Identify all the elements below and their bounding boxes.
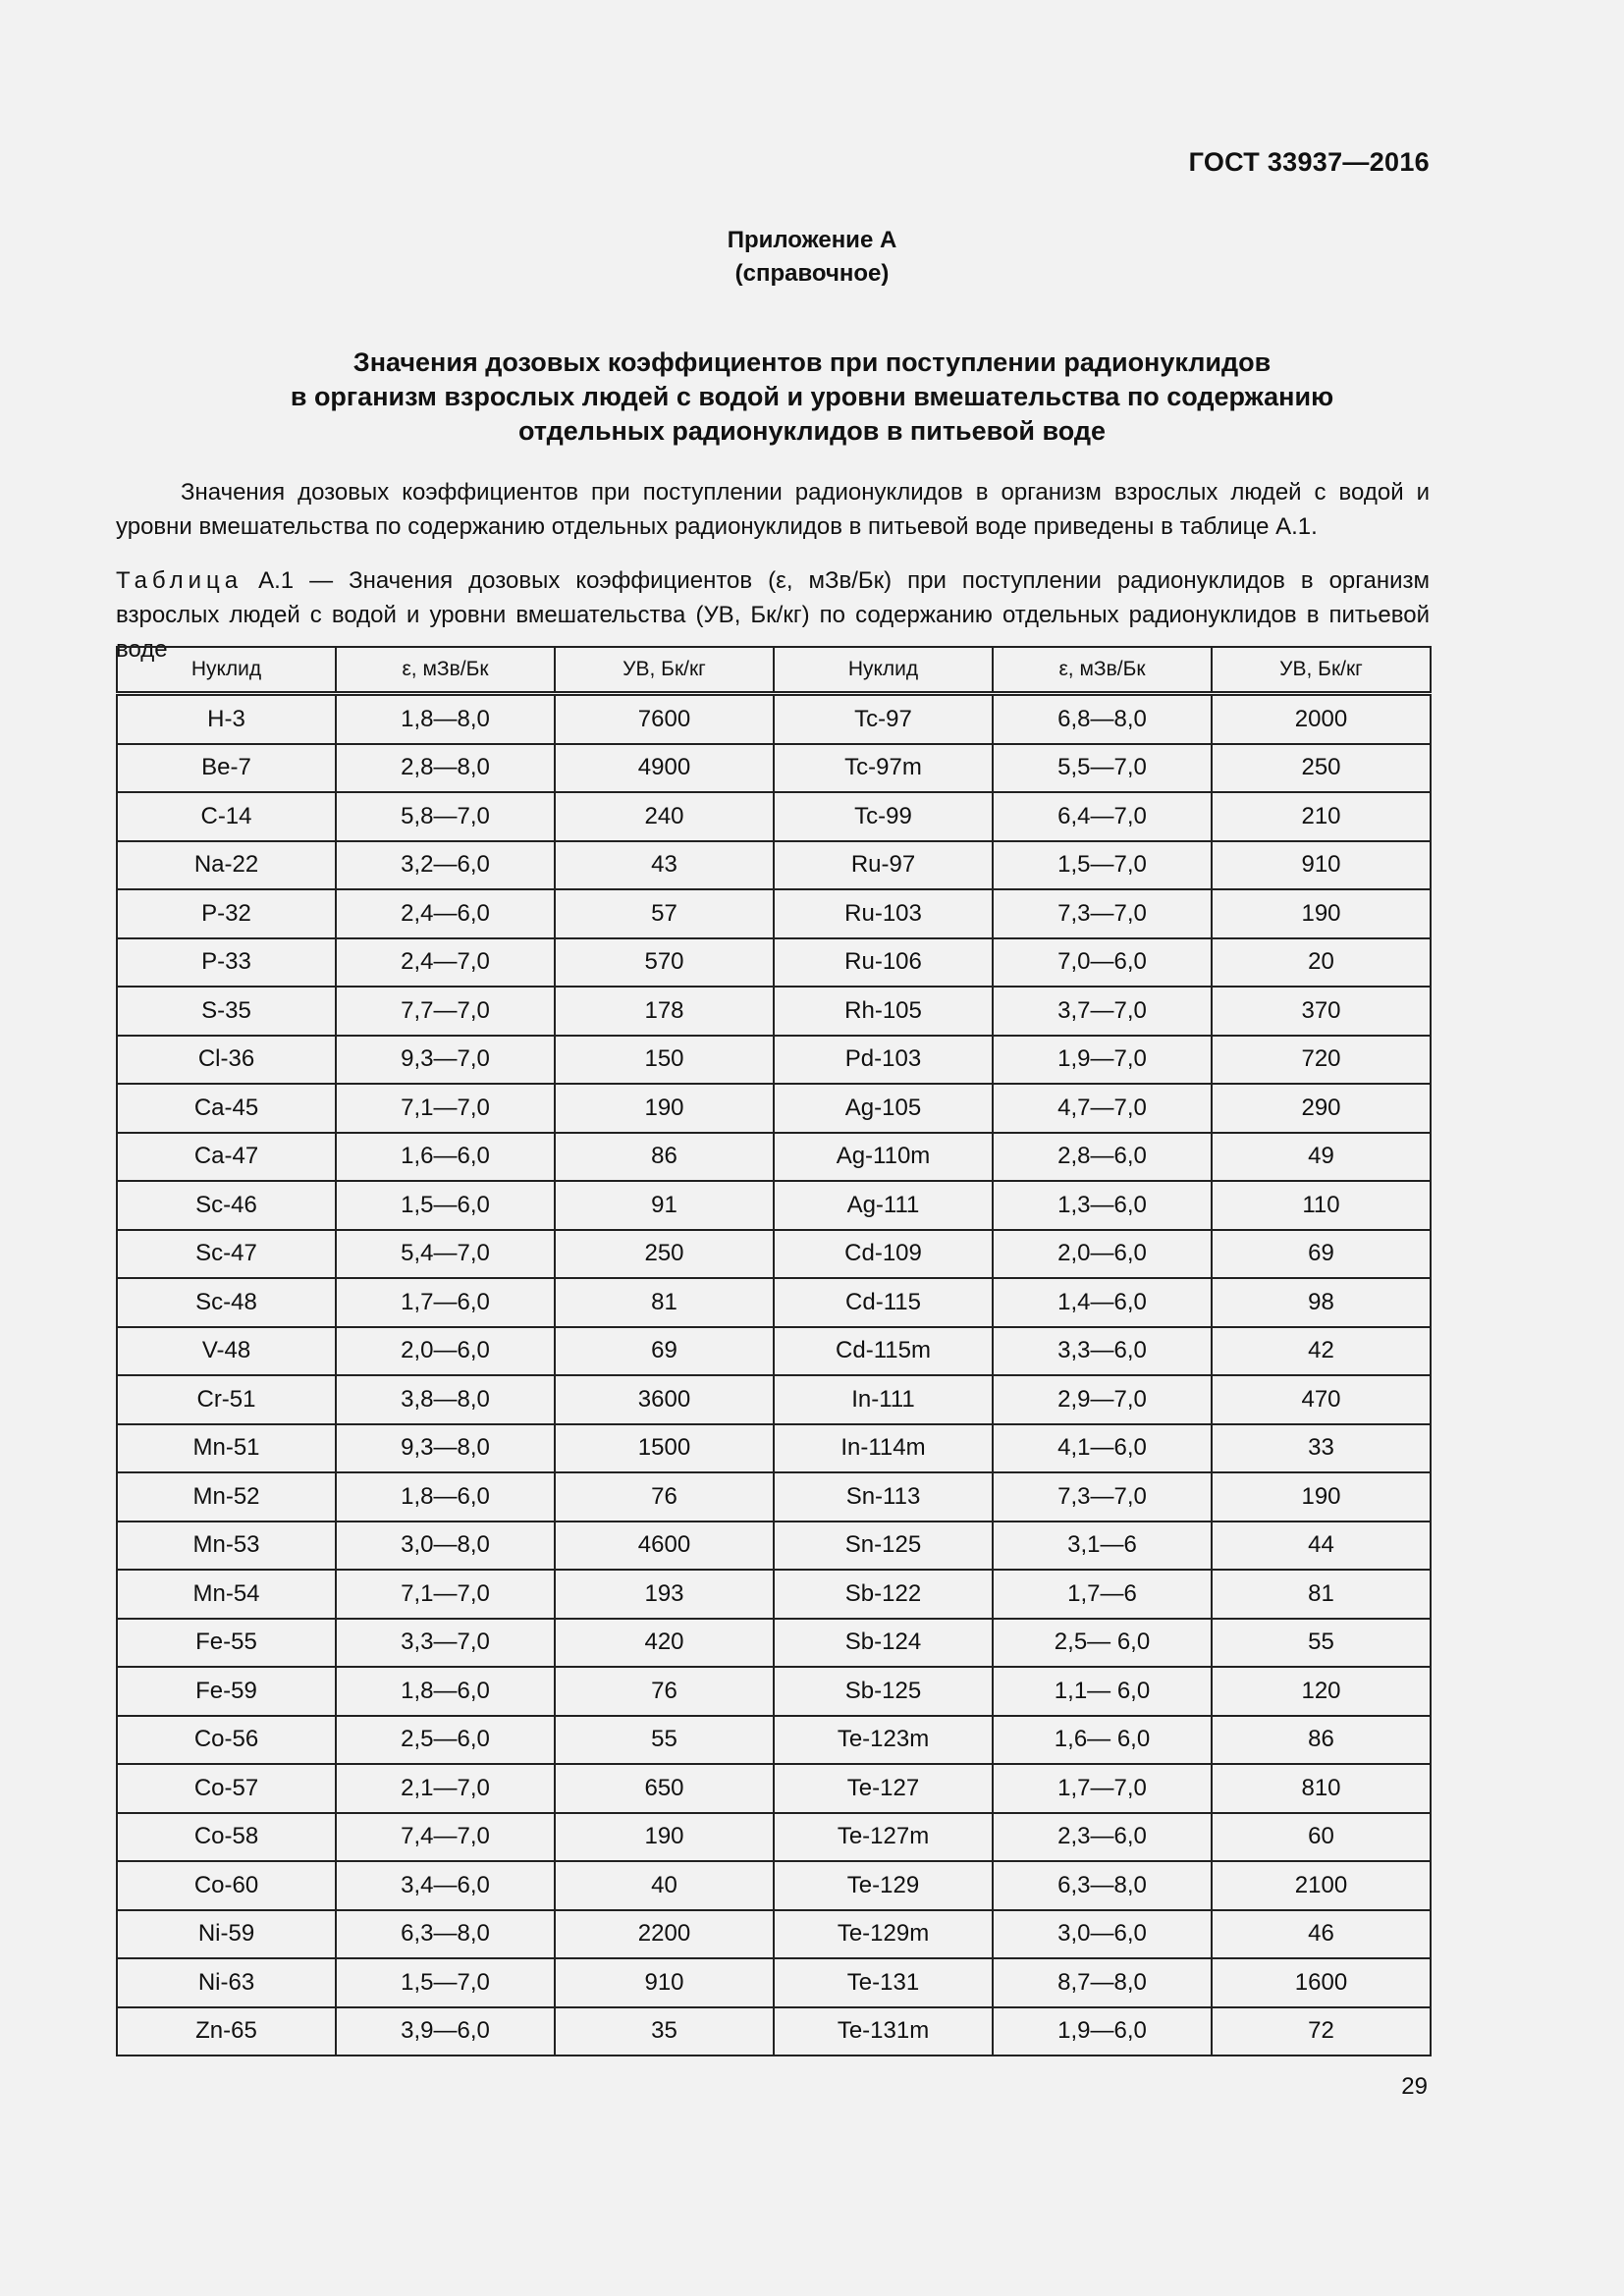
cell-coefficient: 2,4—6,0	[336, 889, 555, 938]
table-row	[117, 1716, 1431, 1765]
cell-coefficient: 3,8—8,0	[336, 1375, 555, 1424]
cell-intervention-level: 3600	[555, 1375, 774, 1424]
cell-intervention-level: 40	[555, 1861, 774, 1910]
cell-intervention-level: 86	[1212, 1716, 1431, 1765]
cell-intervention-level: 150	[555, 1036, 774, 1085]
cell-intervention-level: 370	[1212, 987, 1431, 1036]
cell-coefficient: 1,5—7,0	[336, 1958, 555, 2007]
cell-intervention-level: 7600	[555, 694, 774, 744]
header-nuclide: Нуклид	[774, 647, 993, 694]
cell-nuclide: Pd-103	[774, 1036, 993, 1085]
cell-intervention-level: 1500	[555, 1424, 774, 1473]
cell-nuclide: Ca-47	[117, 1133, 336, 1182]
cell-intervention-level: 86	[555, 1133, 774, 1182]
cell-nuclide: Te-123m	[774, 1716, 993, 1765]
cell-nuclide: S-35	[117, 987, 336, 1036]
table-row	[117, 1813, 1431, 1862]
cell-coefficient: 3,2—6,0	[336, 841, 555, 890]
cell-coefficient: 2,0—6,0	[336, 1327, 555, 1376]
cell-coefficient: 7,4—7,0	[336, 1813, 555, 1862]
cell-nuclide: Cl-36	[117, 1036, 336, 1085]
cell-nuclide: Mn-53	[117, 1522, 336, 1571]
header-nuclide: Нуклид	[117, 647, 336, 694]
table-row	[117, 1133, 1431, 1182]
cell-intervention-level: 76	[555, 1667, 774, 1716]
cell-intervention-level: 1600	[1212, 1958, 1431, 2007]
cell-coefficient: 7,3—7,0	[993, 889, 1212, 938]
table-caption-label: Таблица	[116, 567, 244, 594]
table-row	[117, 2007, 1431, 2056]
cell-coefficient: 2,1—7,0	[336, 1764, 555, 1813]
appendix-status: (справочное)	[734, 260, 890, 287]
table-row	[117, 1619, 1431, 1668]
cell-nuclide: Tc-97m	[774, 744, 993, 793]
cell-coefficient: 2,9—7,0	[993, 1375, 1212, 1424]
table-row	[117, 1910, 1431, 1959]
cell-intervention-level: 49	[1212, 1133, 1431, 1182]
cell-coefficient: 1,6— 6,0	[993, 1716, 1212, 1765]
cell-nuclide: Zn-65	[117, 2007, 336, 2056]
cell-nuclide: Mn-52	[117, 1472, 336, 1522]
cell-intervention-level: 81	[555, 1278, 774, 1327]
cell-nuclide: Ag-110m	[774, 1133, 993, 1182]
cell-nuclide: Ag-111	[774, 1181, 993, 1230]
cell-nuclide: Mn-51	[117, 1424, 336, 1473]
table-row	[117, 1278, 1431, 1327]
table-row	[117, 1375, 1431, 1424]
cell-nuclide: Ru-97	[774, 841, 993, 890]
cell-nuclide: Ru-106	[774, 938, 993, 988]
cell-intervention-level: 250	[1212, 744, 1431, 793]
cell-nuclide: Te-127	[774, 1764, 993, 1813]
cell-intervention-level: 190	[555, 1813, 774, 1862]
cell-coefficient: 1,7—7,0	[993, 1764, 1212, 1813]
cell-coefficient: 7,1—7,0	[336, 1084, 555, 1133]
cell-nuclide: Te-127m	[774, 1813, 993, 1862]
cell-intervention-level: 190	[555, 1084, 774, 1133]
cell-nuclide: Ca-45	[117, 1084, 336, 1133]
cell-coefficient: 6,3—8,0	[336, 1910, 555, 1959]
table-row	[117, 1230, 1431, 1279]
section-title-line: в организм взрослых людей с водой и уровни вмешательства по содержанию	[290, 382, 1334, 411]
cell-nuclide: V-48	[117, 1327, 336, 1376]
cell-coefficient: 6,3—8,0	[993, 1861, 1212, 1910]
cell-nuclide: H-3	[117, 694, 336, 744]
cell-nuclide: Fe-59	[117, 1667, 336, 1716]
cell-intervention-level: 2200	[555, 1910, 774, 1959]
cell-nuclide: P-33	[117, 938, 336, 988]
cell-intervention-level: 210	[1212, 792, 1431, 841]
section-title-line: Значения дозовых коэффициентов при поступлении радионуклидов	[352, 347, 1272, 377]
appendix-heading	[0, 224, 1624, 291]
cell-nuclide: Tc-99	[774, 792, 993, 841]
cell-nuclide: Cd-109	[774, 1230, 993, 1279]
cell-intervention-level: 4900	[555, 744, 774, 793]
cell-intervention-level: 35	[555, 2007, 774, 2056]
cell-intervention-level: 720	[1212, 1036, 1431, 1085]
cell-intervention-level: 72	[1212, 2007, 1431, 2056]
cell-coefficient: 2,3—6,0	[993, 1813, 1212, 1862]
cell-coefficient: 7,1—7,0	[336, 1570, 555, 1619]
cell-coefficient: 8,7—8,0	[993, 1958, 1212, 2007]
cell-coefficient: 7,7—7,0	[336, 987, 555, 1036]
cell-coefficient: 5,5—7,0	[993, 744, 1212, 793]
cell-coefficient: 6,8—8,0	[993, 694, 1212, 744]
cell-intervention-level: 290	[1212, 1084, 1431, 1133]
cell-coefficient: 2,8—8,0	[336, 744, 555, 793]
table-row	[117, 792, 1431, 841]
cell-nuclide: Cd-115	[774, 1278, 993, 1327]
table-header-row	[117, 647, 1431, 694]
table-row	[117, 1424, 1431, 1473]
cell-coefficient: 3,3—6,0	[993, 1327, 1212, 1376]
cell-nuclide: P-32	[117, 889, 336, 938]
cell-coefficient: 1,5—7,0	[993, 841, 1212, 890]
cell-intervention-level: 57	[555, 889, 774, 938]
header-coefficient: ε, мЗв/Бк	[336, 647, 555, 694]
cell-intervention-level: 33	[1212, 1424, 1431, 1473]
table-row	[117, 938, 1431, 988]
cell-coefficient: 3,0—8,0	[336, 1522, 555, 1571]
cell-nuclide: Te-129	[774, 1861, 993, 1910]
cell-intervention-level: 55	[1212, 1619, 1431, 1668]
cell-nuclide: Co-58	[117, 1813, 336, 1862]
cell-nuclide: In-114m	[774, 1424, 993, 1473]
cell-intervention-level: 76	[555, 1472, 774, 1522]
cell-nuclide: Sc-46	[117, 1181, 336, 1230]
cell-coefficient: 4,7—7,0	[993, 1084, 1212, 1133]
table-row	[117, 1327, 1431, 1376]
cell-intervention-level: 98	[1212, 1278, 1431, 1327]
cell-intervention-level: 910	[555, 1958, 774, 2007]
cell-nuclide: Ag-105	[774, 1084, 993, 1133]
cell-nuclide: Mn-54	[117, 1570, 336, 1619]
cell-coefficient: 9,3—8,0	[336, 1424, 555, 1473]
standard-code: ГОСТ 33937—2016	[1188, 147, 1430, 177]
cell-coefficient: 1,9—6,0	[993, 2007, 1212, 2056]
cell-nuclide: Co-56	[117, 1716, 336, 1765]
cell-coefficient: 6,4—7,0	[993, 792, 1212, 841]
cell-intervention-level: 43	[555, 841, 774, 890]
cell-intervention-level: 60	[1212, 1813, 1431, 1862]
cell-coefficient: 1,3—6,0	[993, 1181, 1212, 1230]
cell-intervention-level: 420	[555, 1619, 774, 1668]
cell-nuclide: Co-57	[117, 1764, 336, 1813]
page-number: 29	[1401, 2073, 1428, 2100]
cell-nuclide: Sb-125	[774, 1667, 993, 1716]
cell-coefficient: 2,5— 6,0	[993, 1619, 1212, 1668]
table-row	[117, 1472, 1431, 1522]
cell-intervention-level: 910	[1212, 841, 1431, 890]
cell-nuclide: Cr-51	[117, 1375, 336, 1424]
cell-intervention-level: 110	[1212, 1181, 1431, 1230]
header-intervention-level: УВ, Бк/кг	[555, 647, 774, 694]
cell-intervention-level: 20	[1212, 938, 1431, 988]
cell-intervention-level: 193	[555, 1570, 774, 1619]
cell-nuclide: Ni-63	[117, 1958, 336, 2007]
cell-nuclide: C-14	[117, 792, 336, 841]
cell-coefficient: 1,5—6,0	[336, 1181, 555, 1230]
table-row	[117, 1181, 1431, 1230]
cell-coefficient: 3,0—6,0	[993, 1910, 1212, 1959]
cell-nuclide: Sb-124	[774, 1619, 993, 1668]
cell-intervention-level: 69	[1212, 1230, 1431, 1279]
appendix-title: Приложение А	[727, 227, 897, 253]
cell-coefficient: 1,1— 6,0	[993, 1667, 1212, 1716]
cell-coefficient: 1,9—7,0	[993, 1036, 1212, 1085]
cell-nuclide: Te-131	[774, 1958, 993, 2007]
cell-coefficient: 1,6—6,0	[336, 1133, 555, 1182]
cell-nuclide: Sn-113	[774, 1472, 993, 1522]
cell-nuclide: Ru-103	[774, 889, 993, 938]
table-row	[117, 694, 1431, 744]
cell-coefficient: 1,8—6,0	[336, 1472, 555, 1522]
cell-intervention-level: 42	[1212, 1327, 1431, 1376]
cell-nuclide: Ni-59	[117, 1910, 336, 1959]
cell-intervention-level: 81	[1212, 1570, 1431, 1619]
cell-coefficient: 4,1—6,0	[993, 1424, 1212, 1473]
cell-coefficient: 2,5—6,0	[336, 1716, 555, 1765]
nuclide-table	[116, 646, 1432, 2056]
table-row	[117, 1667, 1431, 1716]
table-row	[117, 1036, 1431, 1085]
cell-nuclide: Sc-48	[117, 1278, 336, 1327]
cell-nuclide: Cd-115m	[774, 1327, 993, 1376]
table-caption-text: А.1 — Значения дозовых коэффициентов (ε, мЗв/Бк) при поступлении радионуклидов в организм взрослых людей с водой и уровни вмешательства (УВ, Бк/кг) по содержанию отдельных радионуклидов в питьевой воде	[116, 567, 1431, 663]
cell-coefficient: 3,4—6,0	[336, 1861, 555, 1910]
cell-coefficient: 1,8—8,0	[336, 694, 555, 744]
table-row	[117, 1958, 1431, 2007]
cell-intervention-level: 2100	[1212, 1861, 1431, 1910]
cell-coefficient: 1,8—6,0	[336, 1667, 555, 1716]
cell-intervention-level: 250	[555, 1230, 774, 1279]
cell-coefficient: 7,0—6,0	[993, 938, 1212, 988]
cell-coefficient: 1,4—6,0	[993, 1278, 1212, 1327]
table-row	[117, 1570, 1431, 1619]
header-coefficient: ε, мЗв/Бк	[993, 647, 1212, 694]
cell-intervention-level: 190	[1212, 889, 1431, 938]
cell-intervention-level: 470	[1212, 1375, 1431, 1424]
section-title	[0, 346, 1624, 449]
cell-intervention-level: 91	[555, 1181, 774, 1230]
cell-nuclide: Rh-105	[774, 987, 993, 1036]
cell-nuclide: Sn-125	[774, 1522, 993, 1571]
cell-nuclide: Fe-55	[117, 1619, 336, 1668]
cell-coefficient: 5,4—7,0	[336, 1230, 555, 1279]
cell-intervention-level: 650	[555, 1764, 774, 1813]
table-row	[117, 1764, 1431, 1813]
cell-coefficient: 1,7—6,0	[336, 1278, 555, 1327]
cell-coefficient: 5,8—7,0	[336, 792, 555, 841]
cell-intervention-level: 69	[555, 1327, 774, 1376]
cell-coefficient: 1,7—6	[993, 1570, 1212, 1619]
cell-coefficient: 7,3—7,0	[993, 1472, 1212, 1522]
table-row	[117, 744, 1431, 793]
cell-intervention-level: 2000	[1212, 694, 1431, 744]
cell-intervention-level: 178	[555, 987, 774, 1036]
cell-nuclide: Sb-122	[774, 1570, 993, 1619]
table-row	[117, 1861, 1431, 1910]
cell-intervention-level: 810	[1212, 1764, 1431, 1813]
section-title-line: отдельных радионуклидов в питьевой воде	[517, 416, 1107, 446]
cell-coefficient: 9,3—7,0	[336, 1036, 555, 1085]
cell-intervention-level: 190	[1212, 1472, 1431, 1522]
table-row	[117, 1522, 1431, 1571]
cell-nuclide: Te-131m	[774, 2007, 993, 2056]
cell-nuclide: Sc-47	[117, 1230, 336, 1279]
cell-nuclide: Be-7	[117, 744, 336, 793]
cell-coefficient: 3,3—7,0	[336, 1619, 555, 1668]
cell-intervention-level: 4600	[555, 1522, 774, 1571]
cell-nuclide: Na-22	[117, 841, 336, 890]
cell-coefficient: 3,9—6,0	[336, 2007, 555, 2056]
cell-intervention-level: 46	[1212, 1910, 1431, 1959]
table-row	[117, 987, 1431, 1036]
cell-coefficient: 2,0—6,0	[993, 1230, 1212, 1279]
table-row	[117, 1084, 1431, 1133]
header-intervention-level: УВ, Бк/кг	[1212, 647, 1431, 694]
intro-paragraph: Значения дозовых коэффициентов при поступлении радионуклидов в организм взрослых людей с водой и уровни вмешательства по содержанию отдельных радионуклидов в питьевой воде приведены в таблице А.1.	[116, 479, 1430, 540]
cell-intervention-level: 570	[555, 938, 774, 988]
cell-coefficient: 2,4—7,0	[336, 938, 555, 988]
cell-coefficient: 2,8—6,0	[993, 1133, 1212, 1182]
cell-intervention-level: 55	[555, 1716, 774, 1765]
cell-nuclide: Te-129m	[774, 1910, 993, 1959]
cell-nuclide: Co-60	[117, 1861, 336, 1910]
cell-nuclide: Tc-97	[774, 694, 993, 744]
cell-intervention-level: 120	[1212, 1667, 1431, 1716]
cell-intervention-level: 240	[555, 792, 774, 841]
table-row	[117, 841, 1431, 890]
cell-nuclide: In-111	[774, 1375, 993, 1424]
cell-intervention-level: 44	[1212, 1522, 1431, 1571]
cell-coefficient: 3,7—7,0	[993, 987, 1212, 1036]
table-row	[117, 889, 1431, 938]
table-body	[117, 694, 1431, 2056]
cell-coefficient: 3,1—6	[993, 1522, 1212, 1571]
